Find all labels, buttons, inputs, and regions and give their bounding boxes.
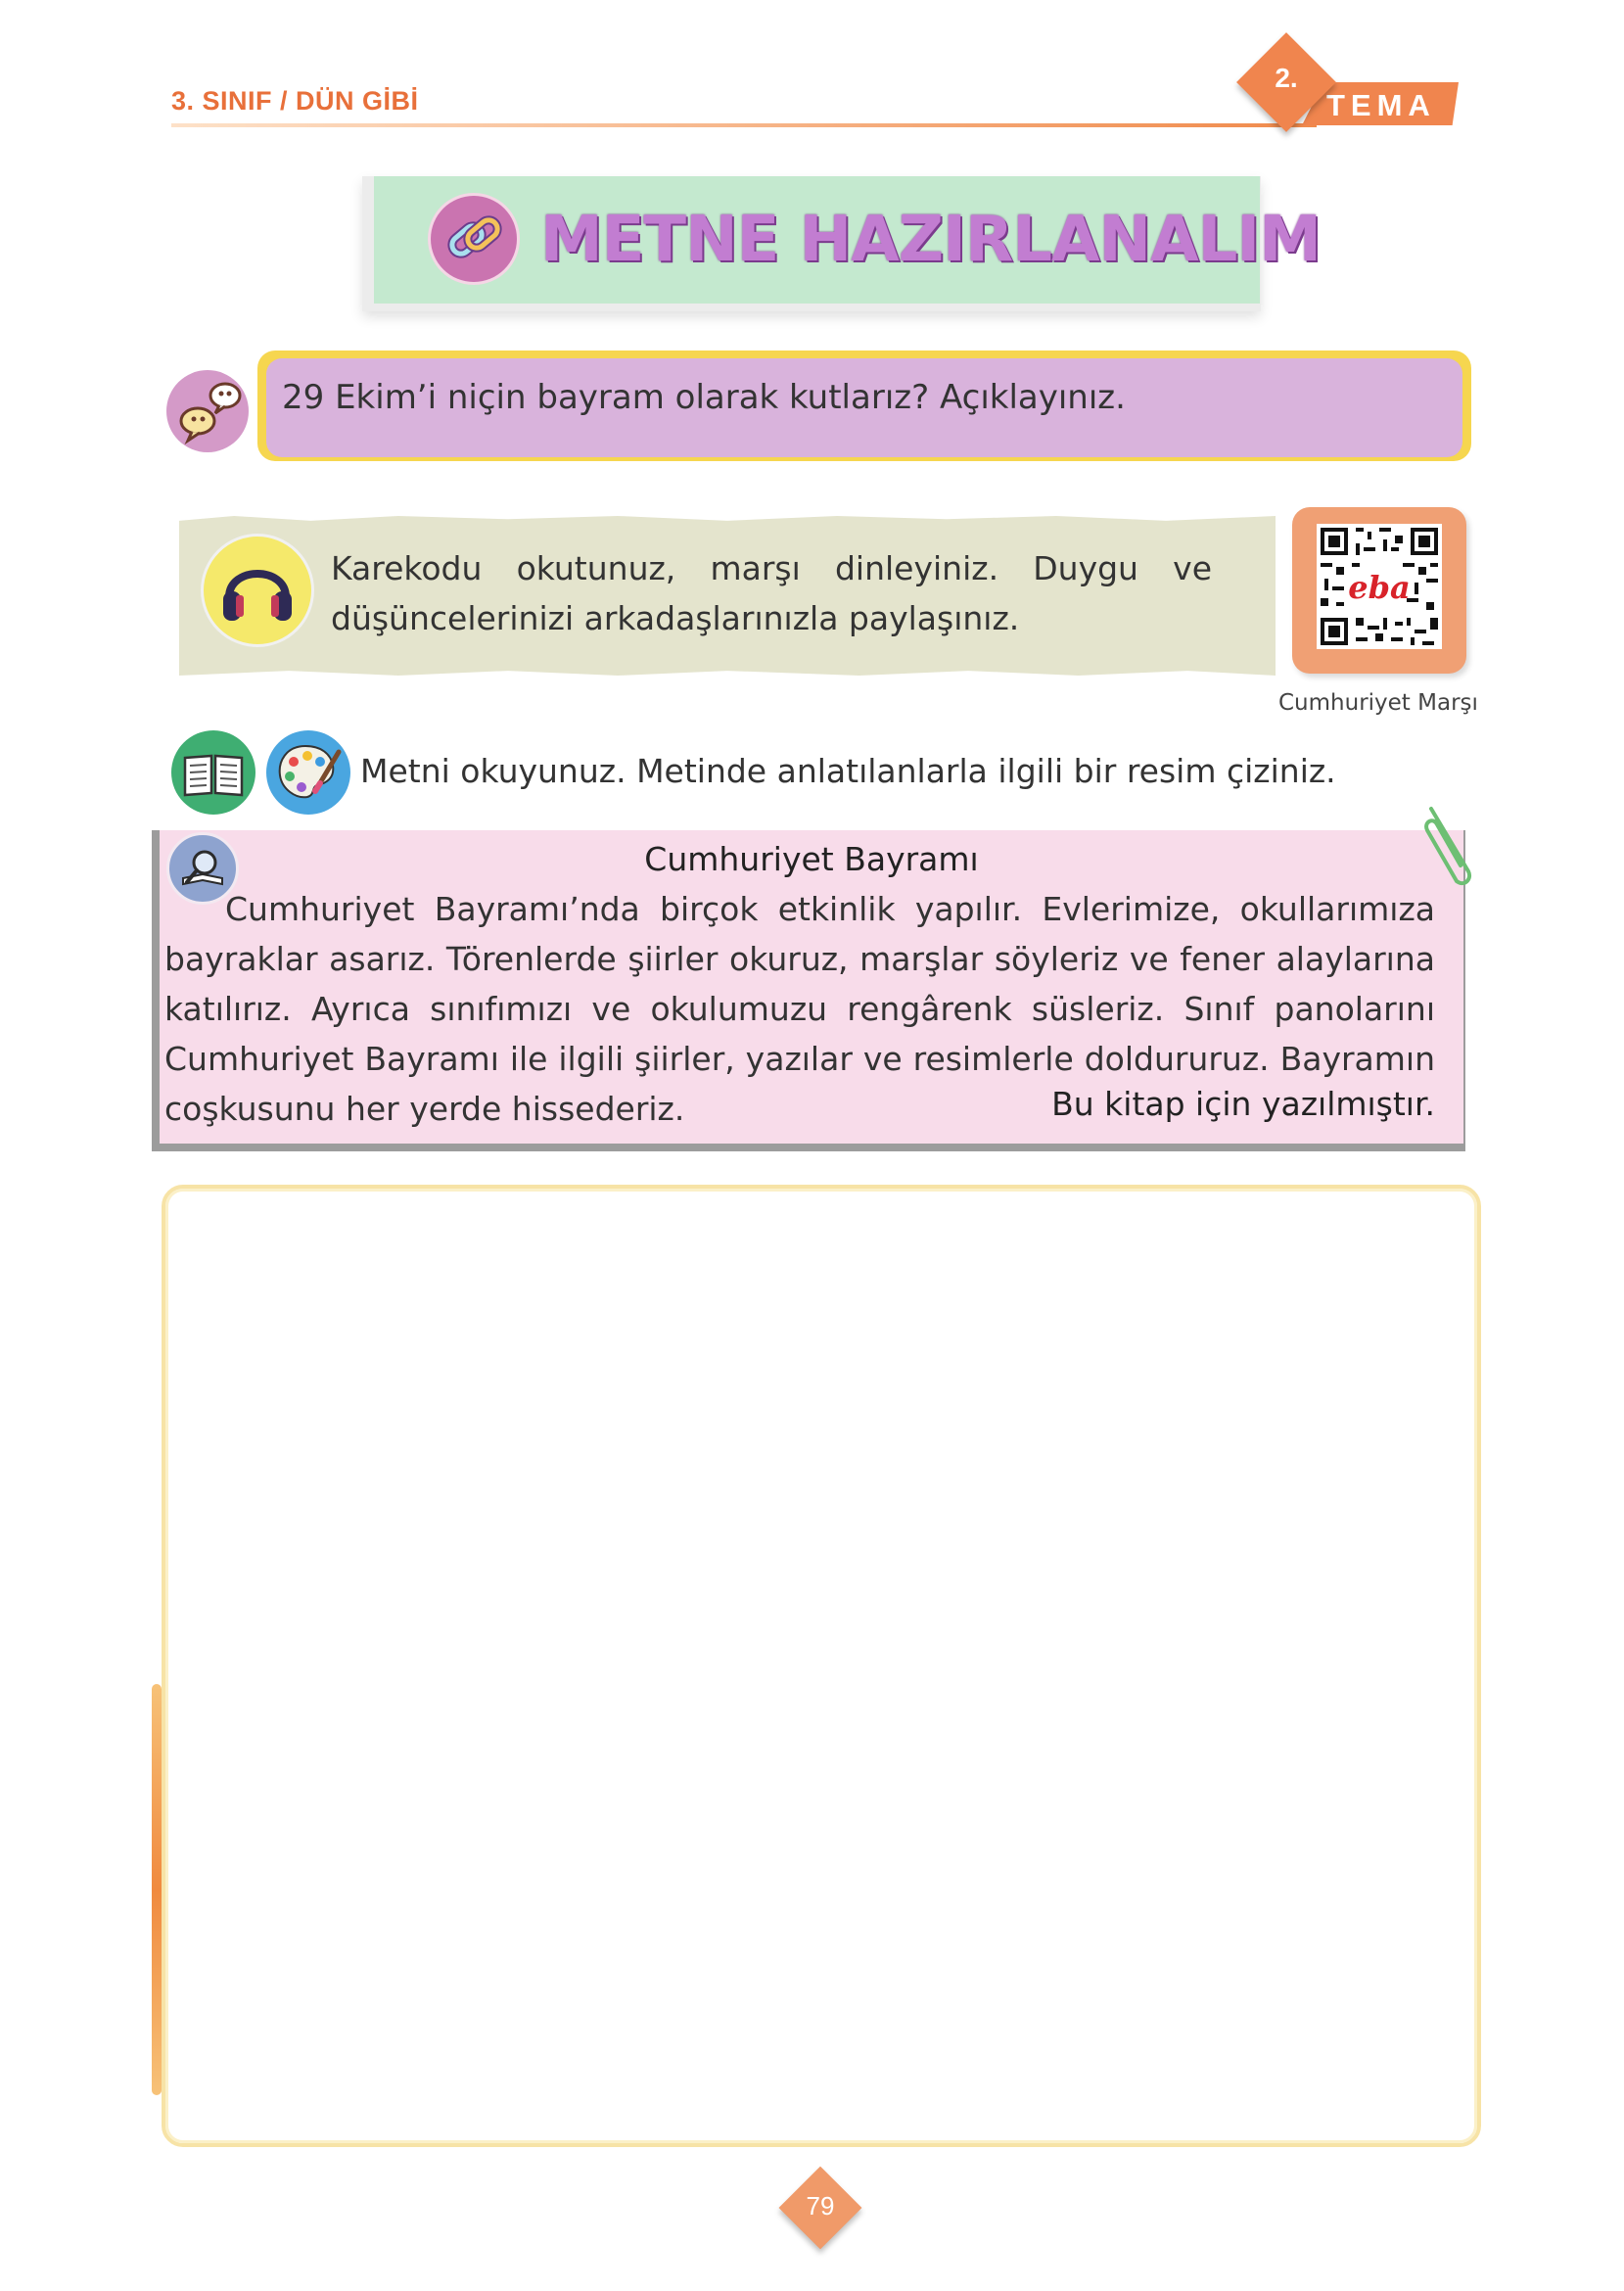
theme-number: 2.	[1275, 63, 1298, 93]
header-divider	[171, 123, 1317, 127]
drawing-area[interactable]	[162, 1185, 1481, 2147]
theme-word: TEMA	[1326, 88, 1436, 122]
palette-icon	[266, 730, 350, 815]
section-title: METNE HAZIRLANALIM	[540, 204, 1321, 276]
drawing-frame-accent	[152, 1684, 162, 2095]
page-number: 79	[806, 2191, 835, 2221]
question-text: 29 Ekim’i niçin bayram olarak kutlarız? Açıklayınız.	[282, 378, 1126, 417]
story-source: Bu kitap için yazılmıştır.	[1051, 1085, 1435, 1123]
story-title: Cumhuriyet Bayramı	[644, 840, 979, 878]
qr-caption: Cumhuriyet Marşı	[1278, 690, 1478, 716]
read-task-text: Metni okuyunuz. Metinde anlatılanlarla ilgili bir resim çiziniz.	[360, 752, 1336, 790]
speech-bubbles-icon	[166, 370, 249, 452]
story-body-text: Cumhuriyet Bayramı’nda birçok etkinlik yapılır. Evlerimize, okullarımıza bayraklar asarız. Törenlerde şiirler okuruz, marşlar söyleriz ve fener alaylarına katılırız. Ayrıca sınıfımızı ve okulumuzu rengârenk süsleriz. Sınıf panolarını Cumhuriyet Bayramı ile ilgili şiirler, yazılar ve resimlerle doldururuz. Bayramın coşkusunu her yerde hissederiz.	[164, 890, 1435, 1128]
headphones-icon	[201, 534, 314, 647]
book-icon	[171, 730, 255, 815]
chain-link-icon	[431, 196, 517, 282]
qr-code[interactable]	[1317, 524, 1442, 649]
header-label: 3. SINIF / DÜN GİBİ	[171, 86, 419, 116]
eba-logo-text: eba	[1348, 569, 1411, 606]
qr-task-text: Karekodu okutunuz, marşı dinleyiniz. Duygu ve düşüncelerinizi arkadaşlarınızla paylaşınız.	[331, 549, 1212, 637]
